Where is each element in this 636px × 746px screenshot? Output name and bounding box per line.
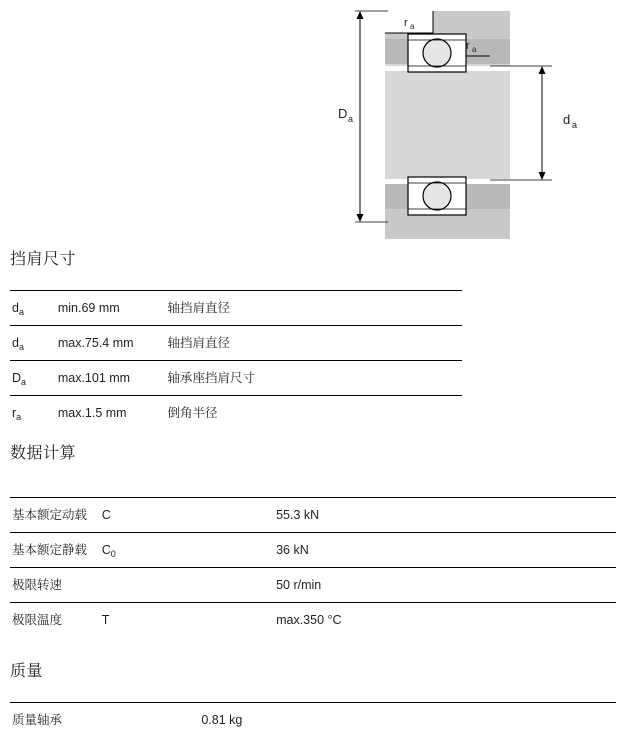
- row-value: 55.3 kN: [276, 498, 616, 533]
- row-label: 基本额定动载: [10, 498, 102, 533]
- row-label: 极限转速: [10, 568, 102, 603]
- row-value: max.1.5 mm: [58, 396, 168, 431]
- row-symbol: C: [102, 498, 276, 533]
- row-value: max.101 mm: [58, 361, 168, 396]
- table-row: [10, 703, 616, 738]
- row-value: 50 r/min: [276, 568, 616, 603]
- row-symbol: $C_0$: [102, 533, 276, 568]
- row-label: 基本额定静载: [10, 533, 102, 568]
- svg-text:a: a: [410, 22, 415, 31]
- ball-bottom: [423, 182, 451, 210]
- table-row: [10, 361, 462, 396]
- table-row: [10, 498, 616, 533]
- bearing-drawing: [0, 0, 636, 240]
- ball-top: [423, 39, 451, 67]
- row-symbol: $r_a$: [10, 396, 58, 431]
- row-value: max.350 °C: [276, 603, 616, 638]
- row-description: 轴承座挡肩尺寸: [168, 361, 463, 396]
- svg-text:a: a: [572, 120, 578, 130]
- table-row: [10, 396, 462, 431]
- row-symbol: [102, 568, 276, 603]
- svg-text:a: a: [472, 45, 477, 54]
- shoulder-dimensions-table: [10, 290, 462, 430]
- row-description: 倒角半径: [168, 396, 463, 431]
- label-ra-top: r: [404, 17, 408, 29]
- row-symbol: T: [102, 603, 276, 638]
- bearing-body-inner: [385, 64, 510, 184]
- table-row: [10, 326, 462, 361]
- row-label: 极限温度: [10, 603, 102, 638]
- svg-text:a: a: [348, 114, 354, 124]
- calculation-data-table: [10, 497, 616, 637]
- row-symbol: $D_a$: [10, 361, 58, 396]
- row-description: 轴挡肩直径: [168, 326, 463, 361]
- mass-table: [10, 702, 616, 737]
- label-ra-right: r: [466, 40, 470, 52]
- table-row: [10, 603, 616, 638]
- section-title-calculation-data: 数据计算: [10, 445, 77, 462]
- row-symbol: $d_a$: [10, 326, 58, 361]
- row-label: 质量轴承: [10, 703, 201, 738]
- table-row: [10, 533, 616, 568]
- row-value: min.69 mm: [58, 291, 168, 326]
- row-value: 0.81 kg: [201, 703, 616, 738]
- row-value: max.75.4 mm: [58, 326, 168, 361]
- row-value: 36 kN: [276, 533, 616, 568]
- label-da: d: [563, 112, 571, 127]
- section-title-mass: 质量: [10, 663, 44, 680]
- table-row: [10, 568, 616, 603]
- table-row: [10, 291, 462, 326]
- bearing-cross-section-svg: [330, 4, 620, 240]
- label-Da: D: [338, 106, 348, 121]
- row-description: 轴挡肩直径: [168, 291, 463, 326]
- section-title-shoulder-dimensions: 挡肩尺寸: [10, 251, 77, 268]
- row-symbol: $d_a$: [10, 291, 58, 326]
